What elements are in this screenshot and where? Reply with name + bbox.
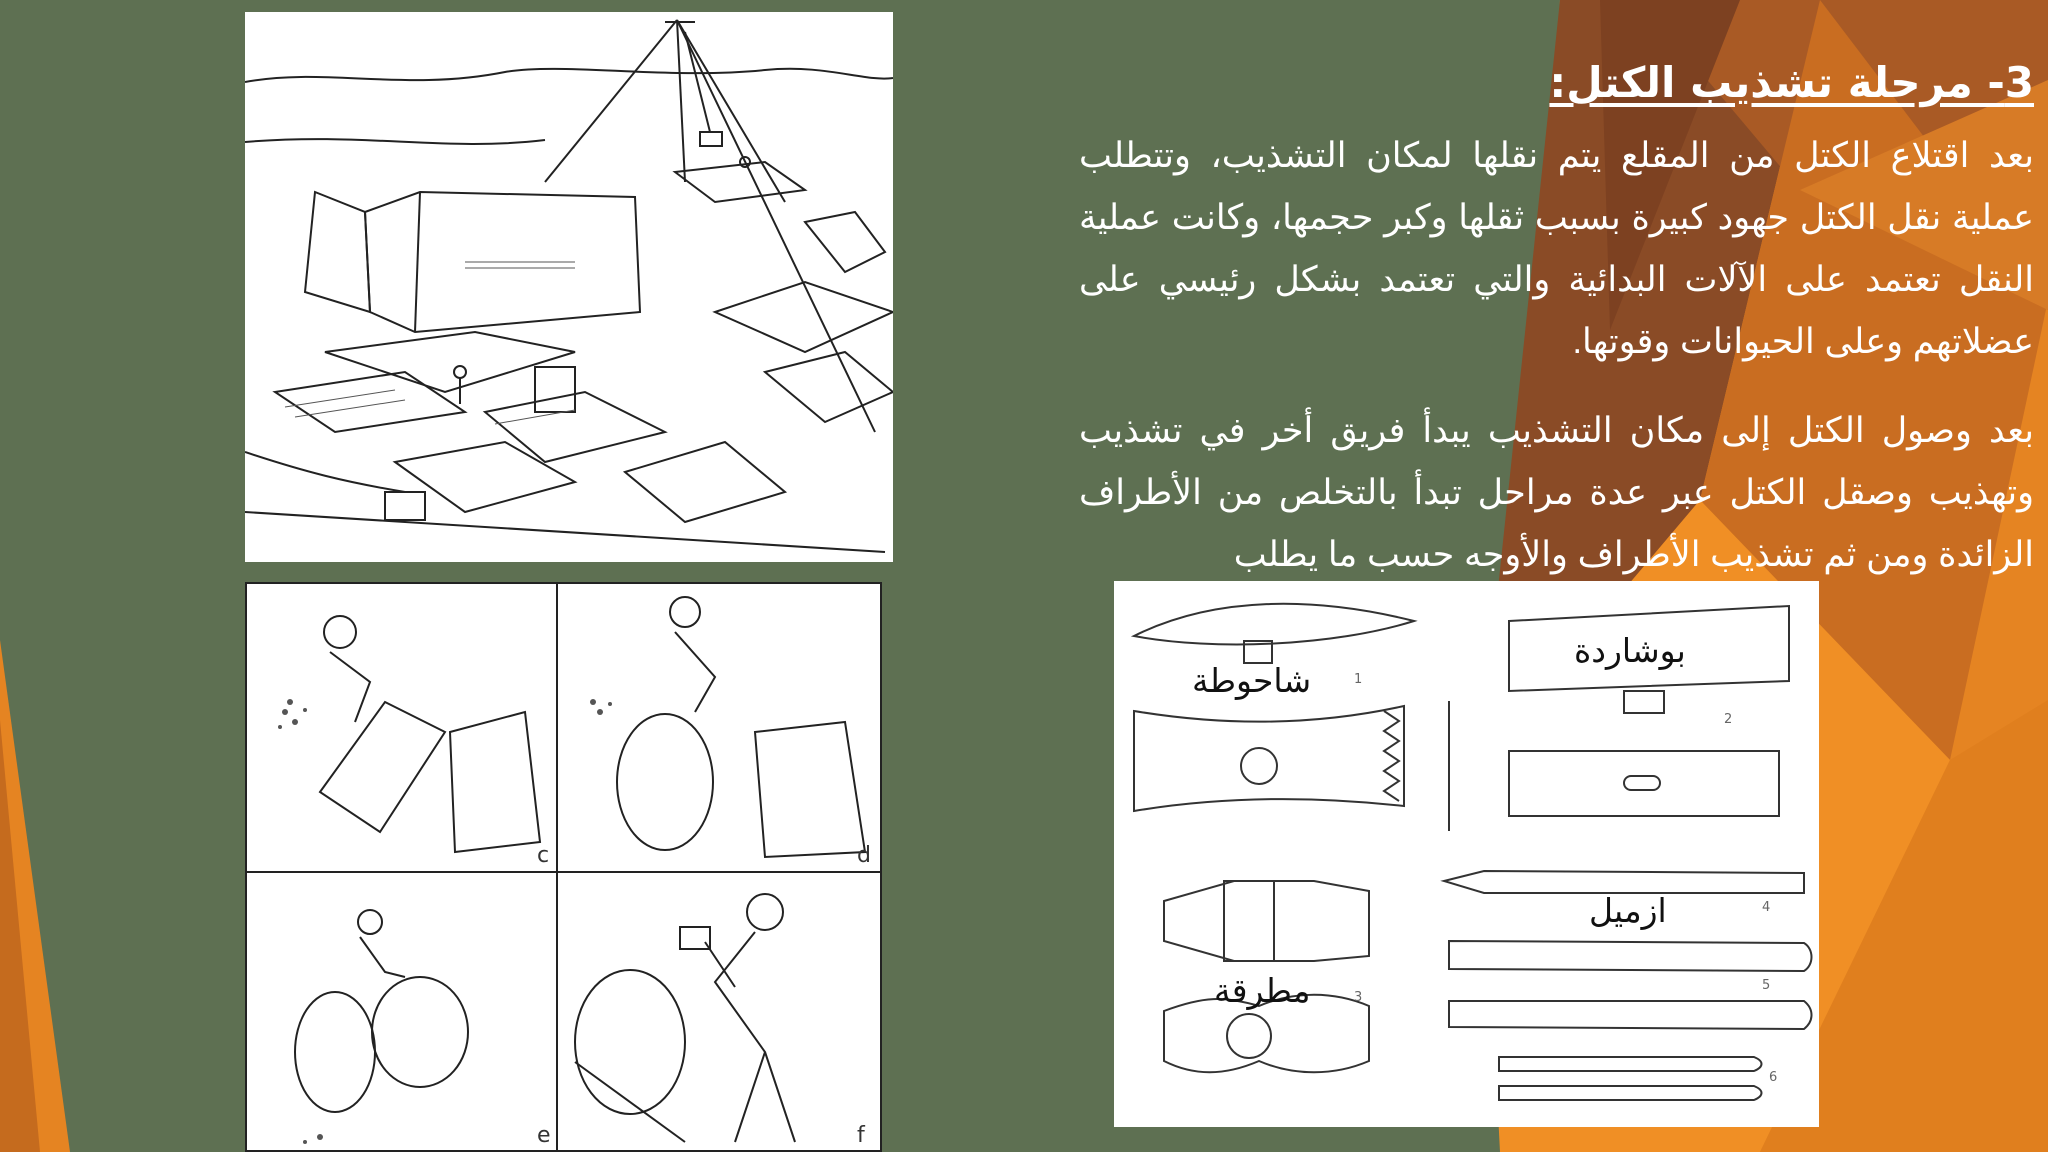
panel-letter-e: e — [537, 1123, 551, 1148]
tool-number-5: 5 — [1762, 978, 1771, 993]
tool-number-6: 6 — [1769, 1070, 1778, 1085]
tool-label-shahouta: شاحوطة — [1192, 661, 1312, 700]
tool-number-4: 4 — [1762, 900, 1771, 915]
panel-letter-d: d — [857, 843, 871, 868]
panel-letter-f: f — [857, 1123, 865, 1148]
paragraph-shaping: بعد وصول الكتل إلى مكان التشذيب يبدأ فريق أخر في تشذيب وتهذيب وصقل الكتل عبر عدة مراحل تبدأ بالتخلص من الأطراف الزائدة ومن ثم تشذيب الأطراف والأوجه حسب ما يطلب — [1079, 411, 2034, 574]
slide-title: 3- مرحلة تشذيب الكتل: — [1549, 58, 2034, 107]
stone-tools-illustration — [1114, 581, 1819, 1127]
paragraph-transport: بعد اقتلاع الكتل من المقلع يتم نقلها لمكان التشذيب، وتتطلب عملية نقل الكتل جهود كبيرة بسبب ثقلها وكبر حجمها، وكانت عملية النقل تعتمد على الآلات البدائية والتي تعتمد بشكل رئيسي على عضلاتهم وعلى الحيوانات وقوتها. — [1079, 136, 2034, 361]
tool-number-2: 2 — [1724, 712, 1733, 727]
panel-letter-c: c — [537, 843, 550, 868]
tool-number-3: 3 — [1354, 990, 1363, 1005]
quarry-illustration — [245, 12, 893, 562]
tool-label-azmeel: ازميل — [1589, 891, 1667, 930]
shaping-stages-illustration — [245, 582, 882, 1152]
tool-label-boushardeh: بوشاردة — [1574, 631, 1686, 670]
tool-label-matraqa: مطرقة — [1214, 971, 1311, 1010]
tool-number-1: 1 — [1354, 672, 1363, 687]
